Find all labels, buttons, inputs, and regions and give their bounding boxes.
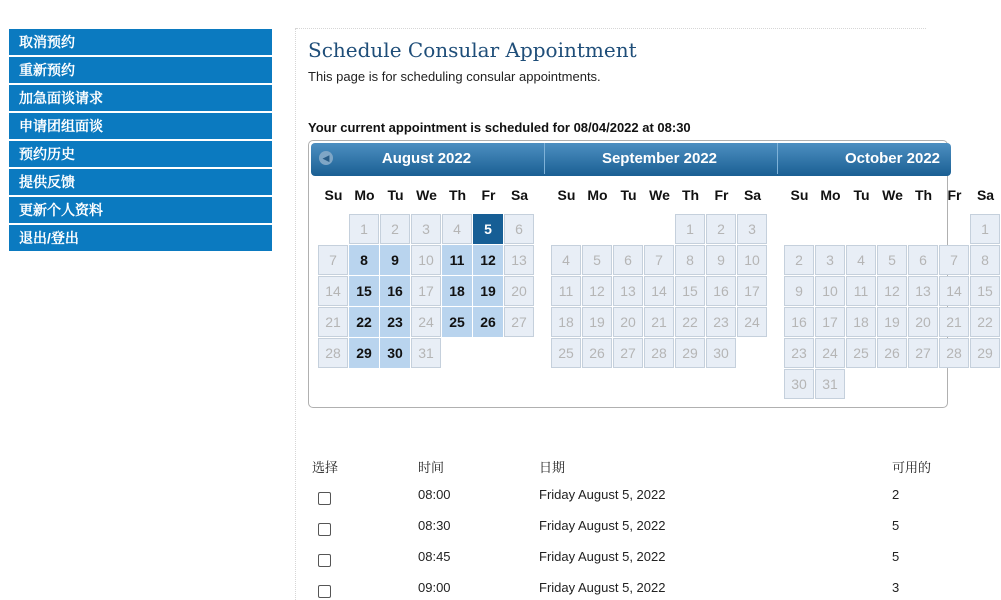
header-separator bbox=[777, 143, 778, 174]
slot-available-count: 3 bbox=[892, 580, 900, 595]
col-header-date: 日期 bbox=[539, 460, 566, 475]
calendar-day: 20 bbox=[908, 307, 938, 337]
calendar-day: 4 bbox=[551, 245, 581, 275]
calendar-day: 28 bbox=[644, 338, 674, 368]
weekday-label: We bbox=[416, 187, 437, 203]
calendar-day[interactable]: 25 bbox=[442, 307, 472, 337]
calendar-day: 26 bbox=[582, 338, 612, 368]
calendar-day: 5 bbox=[582, 245, 612, 275]
slot-time: 08:30 bbox=[418, 518, 451, 533]
calendar-day: 15 bbox=[675, 276, 705, 306]
calendar-day: 30 bbox=[784, 369, 814, 399]
weekday-label: We bbox=[649, 187, 670, 203]
calendar-day: 6 bbox=[504, 214, 534, 244]
weekday-label: Th bbox=[914, 187, 933, 203]
content-divider bbox=[295, 28, 296, 600]
calendar-day[interactable]: 22 bbox=[349, 307, 379, 337]
nav-item-update-profile[interactable]: 更新个人资料 bbox=[9, 197, 272, 223]
arrow-left-icon[interactable]: ◀ bbox=[319, 151, 333, 165]
calendar-day: 13 bbox=[504, 245, 534, 275]
calendar-day: 19 bbox=[877, 307, 907, 337]
calendar-day: 24 bbox=[411, 307, 441, 337]
calendar-day: 4 bbox=[846, 245, 876, 275]
calendar-day: 17 bbox=[411, 276, 441, 306]
calendar-day: 17 bbox=[737, 276, 767, 306]
weekday-label: Su bbox=[790, 187, 809, 203]
weekday-label: Tu bbox=[620, 187, 637, 203]
weekday-label: Sa bbox=[510, 187, 529, 203]
calendar-day: 7 bbox=[939, 245, 969, 275]
calendar-day: 27 bbox=[613, 338, 643, 368]
weekday-label: Mo bbox=[354, 187, 375, 203]
slot-date: Friday August 5, 2022 bbox=[539, 580, 666, 595]
slot-available-count: 2 bbox=[892, 487, 900, 502]
calendar-day: 10 bbox=[815, 276, 845, 306]
slot-date: Friday August 5, 2022 bbox=[539, 518, 666, 533]
calendar-day[interactable]: 11 bbox=[442, 245, 472, 275]
calendar-day: 23 bbox=[706, 307, 736, 337]
slot-available-count: 5 bbox=[892, 549, 900, 564]
calendar-day: 25 bbox=[846, 338, 876, 368]
nav-item-feedback[interactable]: 提供反馈 bbox=[9, 169, 272, 195]
calendar-day: 21 bbox=[318, 307, 348, 337]
calendar-day: 2 bbox=[784, 245, 814, 275]
weekday-label: Th bbox=[681, 187, 700, 203]
calendar-day: 7 bbox=[318, 245, 348, 275]
slot-date: Friday August 5, 2022 bbox=[539, 487, 666, 502]
calendar-day: 28 bbox=[939, 338, 969, 368]
slot-checkbox[interactable] bbox=[318, 523, 331, 536]
calendar-day: 1 bbox=[970, 214, 1000, 244]
month-title: October 2022 bbox=[844, 150, 941, 167]
calendar-day[interactable]: 18 bbox=[442, 276, 472, 306]
calendar-day: 8 bbox=[970, 245, 1000, 275]
calendar-day: 3 bbox=[815, 245, 845, 275]
month-title: September 2022 bbox=[601, 150, 718, 167]
calendar-day: 17 bbox=[815, 307, 845, 337]
top-divider bbox=[296, 28, 926, 29]
slot-checkbox[interactable] bbox=[318, 554, 331, 567]
calendar-day: 21 bbox=[644, 307, 674, 337]
datepicker-calendar bbox=[308, 140, 995, 408]
calendar-day[interactable]: 19 bbox=[473, 276, 503, 306]
slot-checkbox[interactable] bbox=[318, 585, 331, 598]
nav-item-group-interview[interactable]: 申请团组面谈 bbox=[9, 113, 272, 139]
nav-item-expedite[interactable]: 加急面谈请求 bbox=[9, 85, 272, 111]
calendar-day: 26 bbox=[877, 338, 907, 368]
header-separator bbox=[544, 143, 545, 174]
weekday-label: Mo bbox=[820, 187, 841, 203]
calendar-day: 16 bbox=[706, 276, 736, 306]
calendar-day[interactable]: 29 bbox=[349, 338, 379, 368]
calendar-day: 22 bbox=[675, 307, 705, 337]
calendar-day: 31 bbox=[815, 369, 845, 399]
calendar-day[interactable]: 26 bbox=[473, 307, 503, 337]
col-header-available: 可用的 bbox=[892, 460, 932, 475]
calendar-day: 14 bbox=[318, 276, 348, 306]
calendar-day: 19 bbox=[582, 307, 612, 337]
calendar-day: 4 bbox=[442, 214, 472, 244]
calendar-day: 20 bbox=[504, 276, 534, 306]
calendar-day: 3 bbox=[737, 214, 767, 244]
calendar-day[interactable]: 23 bbox=[380, 307, 410, 337]
slot-date: Friday August 5, 2022 bbox=[539, 549, 666, 564]
calendar-day: 21 bbox=[939, 307, 969, 337]
page-title: Schedule Consular Appointment bbox=[308, 38, 637, 62]
nav-item-logout[interactable]: 退出/登出 bbox=[9, 225, 272, 251]
calendar-day: 1 bbox=[349, 214, 379, 244]
weekday-label: Tu bbox=[387, 187, 404, 203]
calendar-day: 10 bbox=[737, 245, 767, 275]
calendar-day: 13 bbox=[908, 276, 938, 306]
weekday-label: Fr bbox=[947, 187, 962, 203]
calendar-day[interactable]: 8 bbox=[349, 245, 379, 275]
calendar-day: 29 bbox=[675, 338, 705, 368]
calendar-day: 12 bbox=[582, 276, 612, 306]
slot-time: 08:00 bbox=[418, 487, 451, 502]
calendar-day: 9 bbox=[706, 245, 736, 275]
weekday-label: Mo bbox=[587, 187, 608, 203]
col-header-time: 时间 bbox=[418, 460, 445, 475]
nav-item-reschedule[interactable]: 重新预约 bbox=[9, 57, 272, 83]
calendar-day: 28 bbox=[318, 338, 348, 368]
calendar-day: 27 bbox=[504, 307, 534, 337]
current-appointment-text: Your current appointment is scheduled for 08/04/2022 at 08:30 bbox=[308, 120, 691, 135]
weekday-label: Th bbox=[448, 187, 467, 203]
calendar-day: 1 bbox=[675, 214, 705, 244]
calendar-day: 2 bbox=[706, 214, 736, 244]
calendar-day-selected[interactable]: 5 bbox=[473, 214, 503, 244]
weekday-label: Su bbox=[557, 187, 576, 203]
calendar-day[interactable]: 16 bbox=[380, 276, 410, 306]
calendar-day: 9 bbox=[784, 276, 814, 306]
calendar-day: 5 bbox=[877, 245, 907, 275]
slot-time: 09:00 bbox=[418, 580, 451, 595]
calendar-day: 12 bbox=[877, 276, 907, 306]
calendar-day: 25 bbox=[551, 338, 581, 368]
calendar-day: 18 bbox=[551, 307, 581, 337]
calendar-day: 30 bbox=[706, 338, 736, 368]
calendar-day: 13 bbox=[613, 276, 643, 306]
calendar-day: 8 bbox=[675, 245, 705, 275]
calendar-day: 16 bbox=[784, 307, 814, 337]
calendar-day: 18 bbox=[846, 307, 876, 337]
sidebar-nav bbox=[9, 29, 272, 253]
weekday-label: Sa bbox=[743, 187, 762, 203]
calendar-day: 14 bbox=[644, 276, 674, 306]
slot-time: 08:45 bbox=[418, 549, 451, 564]
calendar-day: 15 bbox=[970, 276, 1000, 306]
slot-available-count: 5 bbox=[892, 518, 900, 533]
calendar-day: 14 bbox=[939, 276, 969, 306]
calendar-day: 10 bbox=[411, 245, 441, 275]
calendar-day[interactable]: 12 bbox=[473, 245, 503, 275]
calendar-day: 11 bbox=[846, 276, 876, 306]
weekday-label: We bbox=[882, 187, 903, 203]
calendar-day: 29 bbox=[970, 338, 1000, 368]
calendar-day: 7 bbox=[644, 245, 674, 275]
col-header-select: 选择 bbox=[312, 460, 339, 475]
weekday-label: Tu bbox=[853, 187, 870, 203]
calendar-day[interactable]: 15 bbox=[349, 276, 379, 306]
nav-item-cancel[interactable]: 取消预约 bbox=[9, 29, 272, 55]
calendar-day: 24 bbox=[737, 307, 767, 337]
calendar-day[interactable]: 9 bbox=[380, 245, 410, 275]
calendar-day: 2 bbox=[380, 214, 410, 244]
weekday-label: Sa bbox=[976, 187, 995, 203]
calendar-day: 6 bbox=[613, 245, 643, 275]
slot-checkbox[interactable] bbox=[318, 492, 331, 505]
calendar-day: 22 bbox=[970, 307, 1000, 337]
calendar-day: 31 bbox=[411, 338, 441, 368]
calendar-day: 24 bbox=[815, 338, 845, 368]
calendar-day: 6 bbox=[908, 245, 938, 275]
month-title: August 2022 bbox=[381, 150, 472, 167]
weekday-label: Fr bbox=[714, 187, 729, 203]
calendar-day[interactable]: 30 bbox=[380, 338, 410, 368]
weekday-label: Fr bbox=[481, 187, 496, 203]
calendar-day: 20 bbox=[613, 307, 643, 337]
calendar-day: 27 bbox=[908, 338, 938, 368]
calendar-day: 23 bbox=[784, 338, 814, 368]
calendar-day: 3 bbox=[411, 214, 441, 244]
page-subtitle: This page is for scheduling consular appointments. bbox=[308, 69, 601, 84]
weekday-label: Su bbox=[324, 187, 343, 203]
nav-item-history[interactable]: 预约历史 bbox=[9, 141, 272, 167]
calendar-day: 11 bbox=[551, 276, 581, 306]
